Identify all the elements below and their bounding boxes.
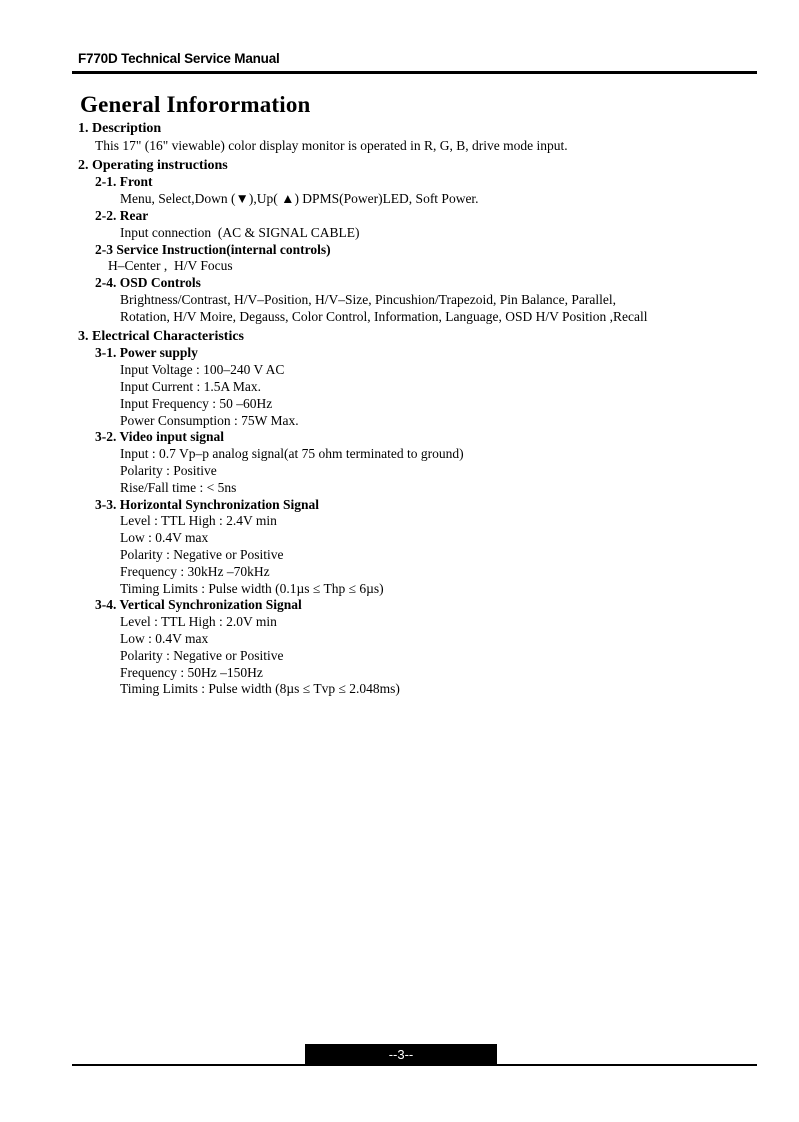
text-line: Level : TTL High : 2.0V min [120, 614, 277, 630]
subsection-heading: 2-1. Front [95, 174, 153, 190]
text-line: This 17" (16" viewable) color display monitor is operated in R, G, B, drive mode input. [95, 137, 568, 153]
text-line: H–Center , H/V Focus [108, 258, 233, 274]
text-line: Level : TTL High : 2.4V min [120, 513, 277, 529]
subsection-heading: 3-1. Power supply [95, 345, 198, 361]
subsection-heading: 2-4. OSD Controls [95, 275, 201, 291]
text-line: Frequency : 30kHz –70kHz [120, 563, 270, 579]
subsection-heading: 2-3 Service Instruction(internal controls) [95, 241, 331, 257]
section-heading: 1. Description [78, 121, 162, 136]
text-line: Frequency : 50Hz –150Hz [120, 664, 263, 680]
section-heading: 3. Electrical Characteristics [78, 328, 244, 344]
text-line: Menu, Select,Down (▼),Up( ▲) DPMS(Power)LED, Soft Power. [120, 191, 479, 207]
subsection-heading: 3-2. Video input signal [95, 429, 225, 445]
text-line: Input Frequency : 50 –60Hz [120, 395, 273, 411]
footer-rule [72, 1064, 757, 1066]
text-line: Polarity : Positive [120, 462, 217, 478]
text-line: Polarity : Negative or Positive [120, 546, 284, 562]
page-title: General Inforormation [80, 92, 311, 117]
text-line: Power Consumption : 75W Max. [120, 412, 299, 428]
text-line: Input connection (AC & SIGNAL CABLE) [120, 224, 360, 240]
text-line: Input Voltage : 100–240 V AC [120, 362, 285, 378]
subsection-heading: 3-3. Horizontal Synchronization Signal [95, 496, 320, 512]
subsection-heading: 2-2. Rear [95, 207, 149, 223]
text-line: Brightness/Contrast, H/V–Position, H/V–Size, Pincushion/Trapezoid, Pin Balance, Parallel, [120, 291, 616, 307]
page-number-badge: --3-- [305, 1044, 497, 1066]
subsection-heading: 3-4. Vertical Synchronization Signal [95, 597, 302, 613]
text-line: Low : 0.4V max [120, 530, 209, 546]
header-rule [72, 71, 757, 74]
header-title: F770D Technical Service Manual [78, 51, 280, 66]
text-line: Input : 0.7 Vp–p analog signal(at 75 ohm terminated to ground) [120, 446, 464, 462]
document-lines [0, 121, 799, 698]
text-line: Input Current : 1.5A Max. [120, 378, 261, 394]
text-line: Low : 0.4V max [120, 630, 209, 646]
text-line: Polarity : Negative or Positive [120, 647, 284, 663]
text-line: Timing Limits : Pulse width (8µs ≤ Tvp ≤ 2.048ms) [120, 681, 400, 697]
text-line: Timing Limits : Pulse width (0.1µs ≤ Thp ≤ 6µs) [120, 580, 384, 596]
text-line: Rise/Fall time : < 5ns [120, 479, 237, 495]
section-heading: 2. Operating instructions [78, 157, 228, 173]
text-line: Rotation, H/V Moire, Degauss, Color Control, Information, Language, OSD H/V Position ,Recall [120, 308, 648, 324]
